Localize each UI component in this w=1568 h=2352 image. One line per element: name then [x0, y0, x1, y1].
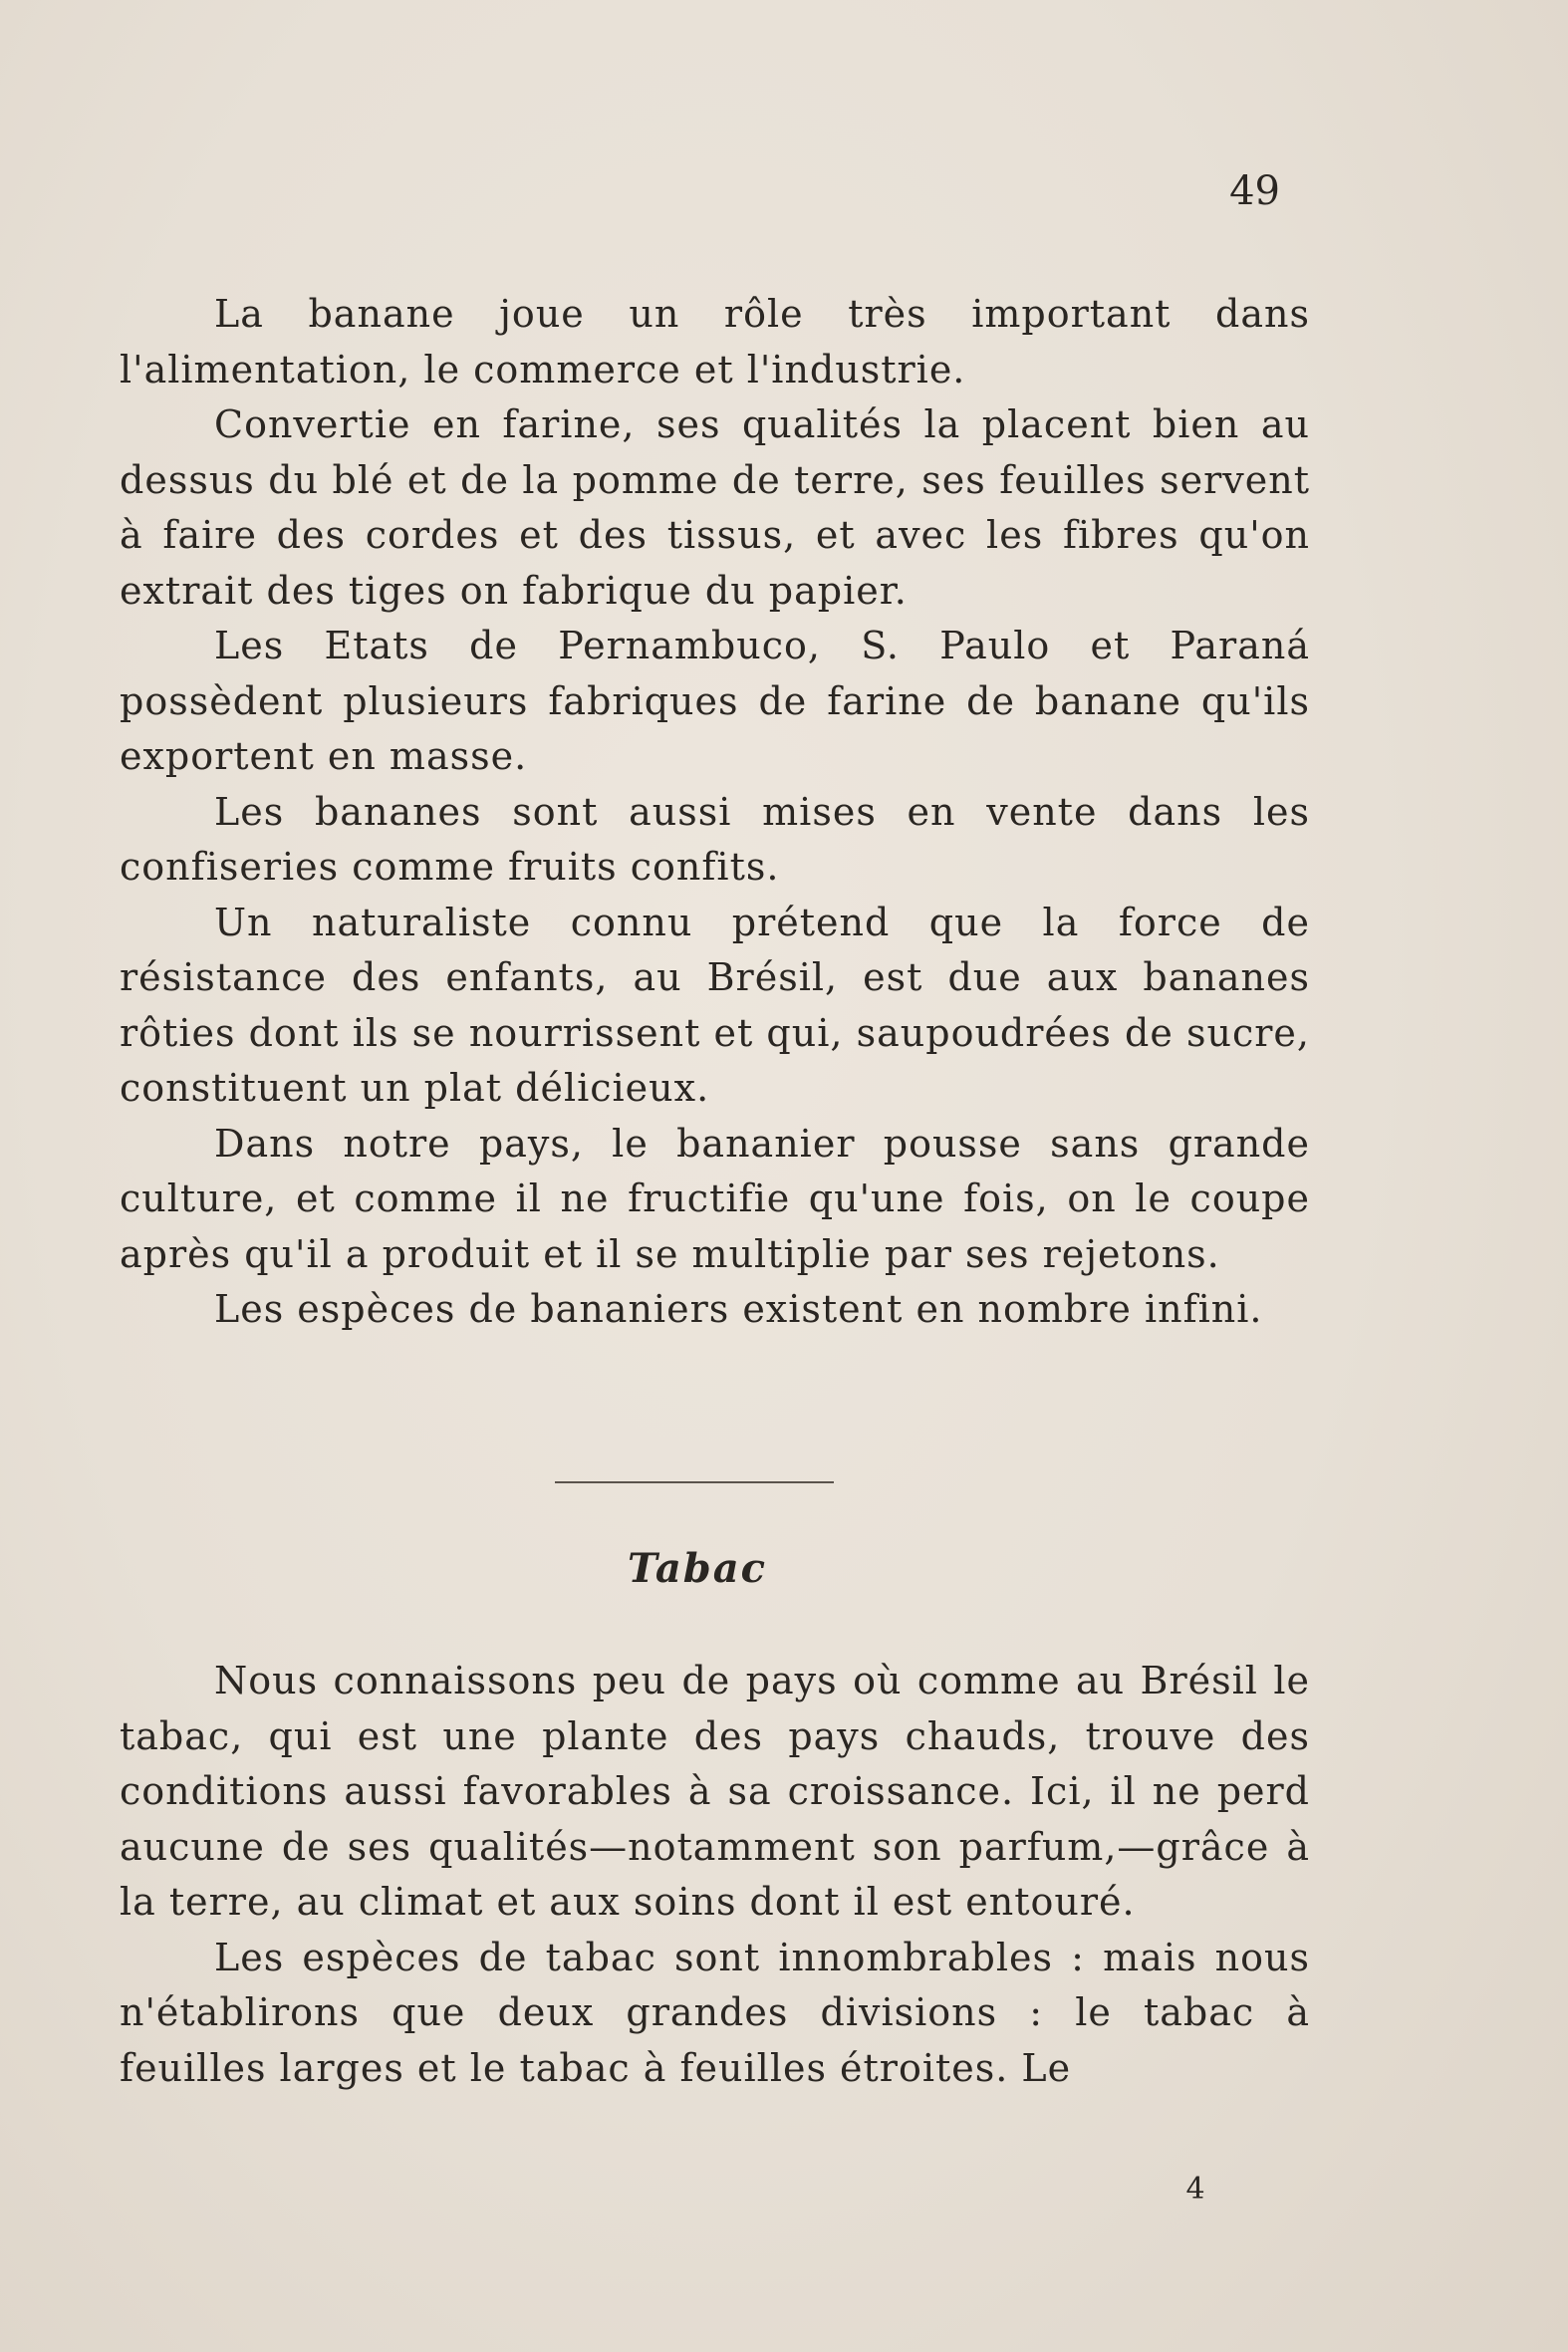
- paragraph: Les espèces de tabac sont innombrables : mais nous n'établirons que deux grandes divisions : le tabac à feuilles larges et le tabac à feuilles étroites. Le: [120, 1935, 1310, 2090]
- section-title-tabac: Tabac: [627, 1545, 768, 1592]
- paragraph: Les espèces de bananiers existent en nombre infini.: [214, 1287, 1263, 1331]
- paragraph: Convertie en farine, ses qualités la placent bien au dessus du blé et de la pomme de terre, ses feuilles servent à faire des cordes et des tissus, et avec les fibres qu'on extrait des tiges on fabrique du papier.: [120, 402, 1310, 613]
- tobacco-text-block: [120, 1654, 1310, 2096]
- banana-text-block: [120, 287, 1310, 1338]
- paragraph: Un naturaliste connu prétend que la force de résistance des enfants, au Brésil, est due aux bananes rôties dont ils se nourrissent et qui, saupoudrées de sucre, constituent un plat délicieux.: [120, 900, 1310, 1110]
- paragraph: Les bananes sont aussi mises en vente dans les confiseries comme fruits confits.: [120, 789, 1310, 889]
- paragraph: Dans notre pays, le bananier pousse sans grande culture, et comme il ne fructifie qu'une fois, on le coupe après qu'il a produit et il se multiplie par ses rejetons.: [120, 1121, 1310, 1276]
- paragraph: La banane joue un rôle très important dans l'alimentation, le commerce et l'industrie.: [120, 292, 1310, 392]
- signature-mark: 4: [1185, 2172, 1205, 2207]
- section-divider: [555, 1481, 834, 1483]
- paragraph: Nous connaissons peu de pays où comme au Brésil le tabac, qui est une plante des pays chauds, trouve des conditions aussi favorables à sa croissance. Ici, il ne perd aucune de ses qualités—notamment son parfum,—grâce à la terre, au climat et aux soins dont il est entouré.: [120, 1659, 1310, 1924]
- paragraph: Les Etats de Pernambuco, S. Paulo et Paraná possèdent plusieurs fabriques de farine de banane qu'ils exportent en masse.: [120, 624, 1310, 778]
- page-number: 49: [1229, 168, 1280, 214]
